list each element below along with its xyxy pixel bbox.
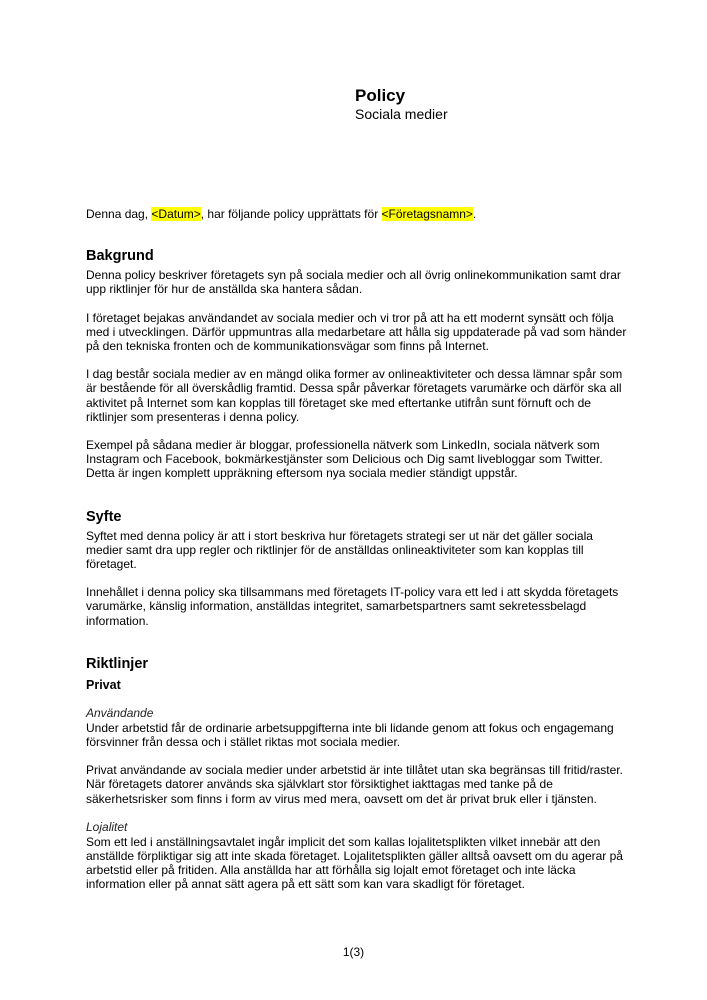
intro-paragraph (86, 207, 631, 221)
section-syfte (86, 509, 631, 628)
date-placeholder[interactable]: <Datum> (151, 207, 201, 221)
document-body (86, 207, 631, 906)
paragraph: I dag består sociala medier av en mängd olika former av onlineaktiviteter och dessa lämnar spår som är bestående för all överskådlig framtid. Dessa spår påverkar företagets varumärke och därför ska all aktivitet på Internet som kan kopplas till företaget ske med eftertanke utifrån sunt förnuft och de riktlinjer som presenteras i denna policy. (86, 367, 623, 424)
paragraph: Exempel på sådana medier är bloggar, professionella nätverk som LinkedIn, sociala nätverk som Instagram och Facebook, bokmärkestjänster som Delicious och Dig samt livebloggar som Twitter. Detta är ingen komplett uppräkning eftersom nya sociala medier ständigt uppstår. (86, 438, 603, 481)
section-spacer (86, 495, 631, 509)
paragraph: Innehållet i denna policy ska tillsammans med företagets IT-policy vara ett led i att skydda företagets varumärke, känslig information, anställdas integritet, samarbetspartners samt sekretessbelagd information. (86, 585, 619, 628)
paragraph: Denna policy beskriver företagets syn på sociala medier och all övrig onlinekommunikation samt drar upp riktlinjer för hur de anställda ska hantera sådan. (86, 268, 621, 297)
paragraph: Privat användande av sociala medier under arbetstid är inte tillåtet utan ska begränsas till fritid/raster. När företagets datorer används ska självklart stor försiktighet iakttagas med tanke på de säkerhetsrisker som finns i form av virus med mera, oavsett om det är privat bruk eller i tjänsten. (86, 763, 623, 806)
page-number: 1(3) (342, 945, 365, 959)
section-heading: Bakgrund (86, 248, 154, 265)
intro-suffix: . (472, 207, 477, 221)
company-placeholder[interactable]: <Företagsnamn> (381, 207, 473, 221)
paragraph: Under arbetstid får de ordinarie arbetsuppgifterna inte bli lidande genom att fokus och engagemang försvinner från dessa och i stället riktas mot sociala medier. (86, 720, 614, 750)
subheading-lojalitet: Lojalitet (86, 819, 128, 834)
section-bakgrund (86, 248, 631, 480)
intro-prefix: Denna dag, (86, 207, 152, 221)
section-riktlinjer (86, 656, 631, 892)
paragraph: I företaget bejakas användandet av sociala medier och vi tror på att ha ett modernt synsätt och följa med i utvecklingen. Därför uppmuntras alla medarbetare att hålla sig uppdaterade på vad som händer på den tekniska fronten och de kommunikationsvägar som finns på Internet. (86, 310, 627, 354)
document-title: Policy (355, 86, 406, 105)
intro-middle: , har följande policy upprättats för (200, 207, 382, 221)
section-spacer (86, 642, 631, 656)
paragraph: Som ett led i anställningsavtalet ingår implicit det som kallas lojalitetsplikten vilket innebär att den anställde förpliktigar sig att inte skada företaget. Lojalitetsplikten gäller alltså oavsett om du agerar på arbetstid eller på fritiden. Alla anställda har att förhålla sig lojalt emot företaget och inte läcka information eller på annat sätt agera på ett sätt som kan vara skadligt för företaget. (86, 834, 623, 892)
subheading-anvandande: Användande (86, 705, 154, 720)
subsection-heading-privat: Privat (86, 677, 121, 692)
title-block (355, 86, 448, 123)
section-heading: Riktlinjer (86, 655, 149, 672)
paragraph: Syftet med denna policy är att i stort beskriva hur företagets strategi ser ut när det gäller sociala medier samt dra upp regler och riktlinjer för de anställdas onlineaktiviteter som kan kopplas till företaget. (86, 528, 593, 572)
section-heading: Syfte (86, 508, 122, 525)
document-subtitle: Sociala medier (355, 106, 448, 122)
